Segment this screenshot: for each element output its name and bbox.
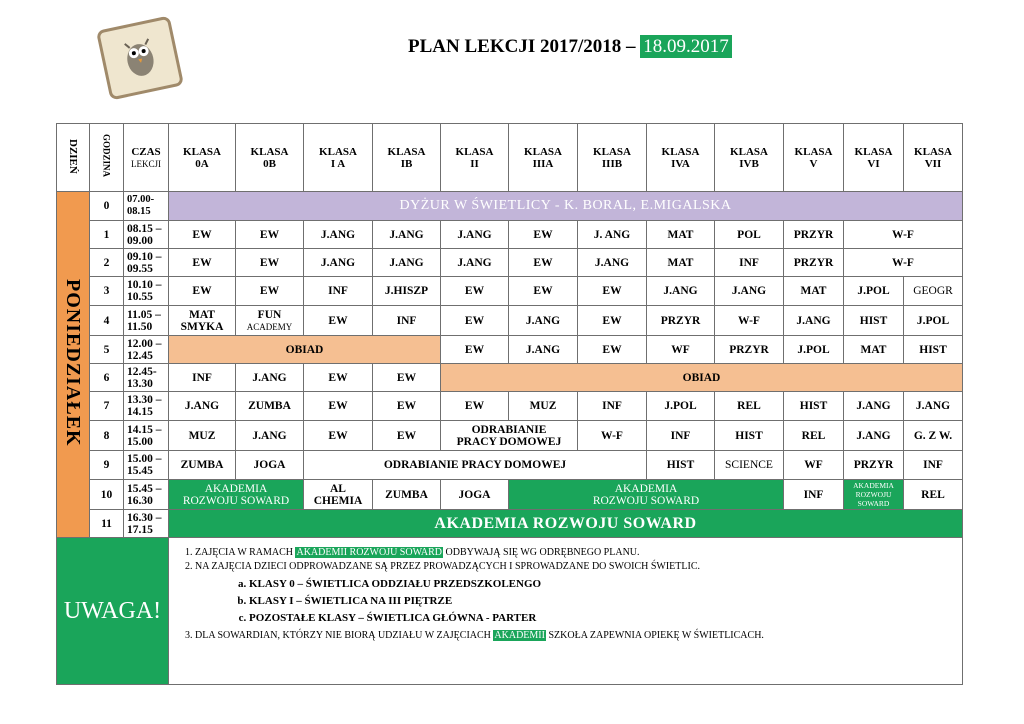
- time-end: 14.15: [127, 406, 153, 418]
- note-sub-c: c. POZOSTAŁE KLASY – ŚWIETLICA GŁÓWNA - PARTER: [249, 610, 962, 627]
- lesson-line: AKADEMIA: [614, 482, 678, 495]
- header-class-ib: [373, 124, 441, 192]
- time-start: 16.30 –: [127, 511, 162, 524]
- lesson-line: AL: [330, 482, 346, 495]
- lesson-cell: [441, 421, 578, 451]
- class-label: KLASA: [794, 145, 833, 158]
- class-name: IIIA: [532, 157, 554, 170]
- header-czas-label: CZAS: [131, 145, 161, 158]
- header-class-ivb: [715, 124, 784, 192]
- lesson-line: SOWARD: [857, 499, 890, 508]
- lesson-cell: EW: [304, 421, 373, 451]
- class-name: V: [809, 157, 818, 170]
- lesson-cell: MAT: [647, 221, 715, 249]
- akademia-banner: AKADEMIA ROZWOJU SOWARD: [169, 510, 963, 538]
- lesson-time: [124, 451, 169, 480]
- lesson-cell: J.ANG: [784, 306, 844, 336]
- time-end: 08.15: [127, 206, 151, 217]
- lesson-cell: INF: [304, 277, 373, 306]
- lesson-line: CHEMIA: [313, 494, 363, 507]
- lesson-cell: REL: [784, 421, 844, 451]
- timetable: [56, 123, 963, 685]
- class-label: KLASA: [319, 145, 357, 158]
- time-end: 17.15: [127, 523, 153, 536]
- lesson-cell: INF: [169, 364, 236, 392]
- lesson-cell: J.ANG: [169, 392, 236, 421]
- header-class-ii: [441, 124, 509, 192]
- class-label: KLASA: [524, 145, 562, 158]
- notes-list: [177, 546, 962, 643]
- lesson-cell: HIST: [904, 336, 963, 364]
- lesson-cell: PRZYR: [844, 451, 904, 480]
- note-text: NA ZAJĘCIA DZIECI ODPROWADZANE SĄ PRZEZ PROWADZĄCYCH I SPROWADZANE DO SWOICH ŚWIETLIC.: [195, 561, 700, 572]
- title-text: PLAN LEKCJI 2017/2018 –: [408, 36, 636, 57]
- lesson-number: 10: [90, 480, 124, 510]
- lesson-line: ROZWOJU: [855, 490, 892, 499]
- header-class-iiia: [509, 124, 578, 192]
- lesson-line: FUN: [257, 308, 282, 321]
- lesson-cell: MUZ: [509, 392, 578, 421]
- header-row: [57, 124, 963, 192]
- note-highlight: AKADEMII ROZWOJU SOWARD: [296, 547, 443, 558]
- lesson-time: [124, 192, 169, 221]
- lesson-cell: J.ANG: [509, 306, 578, 336]
- lesson-cell: J.ANG: [647, 277, 715, 306]
- lesson-cell: HIST: [844, 306, 904, 336]
- class-label: KLASA: [250, 145, 289, 158]
- lesson-cell: ZUMBA: [169, 451, 236, 480]
- day-cell: [57, 192, 90, 538]
- lesson-cell: J.ANG: [509, 336, 578, 364]
- header-czas: [124, 124, 169, 192]
- lesson-cell: W-F: [844, 249, 963, 277]
- notes-cell: [169, 538, 963, 685]
- header-class-iva: [647, 124, 715, 192]
- class-name: I A: [330, 157, 346, 170]
- lesson-cell: PRZYR: [784, 221, 844, 249]
- lesson-cell: EW: [236, 249, 304, 277]
- class-name: IVB: [739, 157, 759, 170]
- lesson-cell: J.POL: [904, 306, 963, 336]
- lesson-cell: J.ANG: [441, 249, 509, 277]
- lesson-cell: EW: [169, 277, 236, 306]
- note-1: [195, 546, 962, 560]
- lesson-time: [124, 277, 169, 306]
- class-name: 0B: [263, 157, 276, 170]
- lesson-cell: W-F: [578, 421, 647, 451]
- class-name: 0A: [195, 157, 209, 170]
- time-end: 15.45: [127, 465, 153, 477]
- lesson-row-10: [57, 480, 963, 510]
- lesson-cell: J.POL: [784, 336, 844, 364]
- lesson-cell: J.ANG: [904, 392, 963, 421]
- lesson-line: MAT: [189, 308, 215, 321]
- lesson-cell: POL: [715, 221, 784, 249]
- lesson-cell: J.HISZP: [373, 277, 441, 306]
- class-name: VII: [924, 157, 942, 170]
- notes-row: [57, 538, 963, 685]
- class-label: KLASA: [387, 145, 426, 158]
- lesson-cell: EW: [578, 336, 647, 364]
- lesson-number: 9: [90, 451, 124, 480]
- day-label: PONIEDZIAŁEK: [62, 279, 84, 447]
- lesson-cell: JOGA: [236, 451, 304, 480]
- lesson-line: PRACY DOMOWEJ: [456, 435, 562, 448]
- lesson-time: [124, 421, 169, 451]
- class-label: KLASA: [593, 145, 631, 158]
- lesson-row-0: [57, 192, 963, 221]
- lesson-cell: J.ANG: [373, 249, 441, 277]
- lesson-cell: HIST: [784, 392, 844, 421]
- lesson-cell: JOGA: [441, 480, 509, 510]
- time-end: 15.00: [127, 435, 153, 448]
- lesson-cell: EW: [304, 392, 373, 421]
- lesson-cell: MAT: [844, 336, 904, 364]
- class-name: VI: [867, 157, 880, 170]
- lesson-cell: [236, 306, 304, 336]
- lesson-number: 0: [90, 192, 124, 221]
- header-class-0b: [236, 124, 304, 192]
- header-dzien-label: DZIEŃ: [67, 138, 79, 174]
- lesson-cell: EW: [373, 392, 441, 421]
- lesson-cell: EW: [236, 277, 304, 306]
- page-title: [408, 36, 732, 58]
- header-godzina-label: GODZINA: [101, 134, 112, 178]
- lesson-cell: J.ANG: [236, 421, 304, 451]
- lesson-cell: EW: [509, 249, 578, 277]
- lesson-number: 7: [90, 392, 124, 421]
- class-label: KLASA: [914, 145, 952, 158]
- lesson-cell: J. ANG: [578, 221, 647, 249]
- lesson-cell: J.ANG: [304, 221, 373, 249]
- lesson-row-11: [57, 510, 963, 538]
- lesson-cell: REL: [715, 392, 784, 421]
- lesson-number: 11: [90, 510, 124, 538]
- lesson-cell: J.ANG: [373, 221, 441, 249]
- lesson-row-4: [57, 306, 963, 336]
- lesson-cell: HIST: [647, 451, 715, 480]
- duty-banner: DYŻUR W ŚWIETLICY - K. BORAL, E.MIGALSKA: [169, 192, 963, 221]
- akademia-cell: [509, 480, 784, 510]
- lesson-row-8: [57, 421, 963, 451]
- lesson-cell: SCIENCE: [715, 451, 784, 480]
- lesson-cell: J.ANG: [715, 277, 784, 306]
- lesson-cell: EW: [441, 306, 509, 336]
- lesson-cell: INF: [784, 480, 844, 510]
- class-label: KLASA: [455, 145, 494, 158]
- lesson-cell: EW: [441, 392, 509, 421]
- lesson-cell: W-F: [715, 306, 784, 336]
- lesson-line: AKADEMIA: [853, 481, 894, 490]
- lesson-row-6: [57, 364, 963, 392]
- lesson-row-3: [57, 277, 963, 306]
- lesson-cell: G. Z W.: [904, 421, 963, 451]
- lesson-cell: WF: [784, 451, 844, 480]
- akademia-cell: [844, 480, 904, 510]
- lesson-cell: J.ANG: [844, 392, 904, 421]
- lesson-row-5: [57, 336, 963, 364]
- note-sub-b: b. KLASY I – ŚWIETLICA NA III PIĘTRZE: [249, 593, 962, 610]
- lunch-break: OBIAD: [169, 336, 441, 364]
- lesson-cell: EW: [373, 364, 441, 392]
- lesson-number: 6: [90, 364, 124, 392]
- lesson-cell: ODRABIANIE PRACY DOMOWEJ: [304, 451, 647, 480]
- akademia-cell: [169, 480, 304, 510]
- lesson-cell: ZUMBA: [236, 392, 304, 421]
- class-label: KLASA: [730, 145, 768, 158]
- class-label: KLASA: [854, 145, 893, 158]
- lesson-cell: [169, 306, 236, 336]
- lesson-row-9: [57, 451, 963, 480]
- header-godzina: [90, 124, 124, 192]
- lunch-break: OBIAD: [441, 364, 963, 392]
- lesson-cell: J.POL: [647, 392, 715, 421]
- lesson-cell: J.ANG: [844, 421, 904, 451]
- time-start: 07.00-: [127, 194, 155, 205]
- lesson-cell: EW: [304, 364, 373, 392]
- time-end: 11.50: [127, 320, 153, 333]
- note-text: DLA SOWARDIAN, KTÓRZY NIE BIORĄ UDZIAŁU W ZAJĘCIACH: [195, 630, 494, 641]
- time-start: 15.00 –: [127, 453, 162, 465]
- time-end: 10.55: [127, 291, 153, 303]
- lesson-cell: J.ANG: [441, 221, 509, 249]
- lesson-number: 2: [90, 249, 124, 277]
- lesson-time: [124, 480, 169, 510]
- lesson-cell: WF: [647, 336, 715, 364]
- class-label: KLASA: [183, 145, 221, 158]
- lesson-cell: J.POL: [844, 277, 904, 306]
- lesson-cell: EW: [578, 277, 647, 306]
- lesson-line: ACADEMY: [246, 321, 293, 332]
- lesson-row-7: [57, 392, 963, 421]
- lesson-time: [124, 364, 169, 392]
- lesson-cell: EW: [304, 306, 373, 336]
- time-end: 13.30: [127, 377, 153, 390]
- lesson-cell: ZUMBA: [373, 480, 441, 510]
- uwaga-label: UWAGA!: [57, 538, 169, 685]
- lesson-cell: REL: [904, 480, 963, 510]
- lesson-cell: EW: [169, 221, 236, 249]
- lesson-time: [124, 392, 169, 421]
- lesson-cell: EW: [578, 306, 647, 336]
- lesson-time: [124, 221, 169, 249]
- notes-sublist: [195, 576, 962, 627]
- note-3: [195, 629, 962, 643]
- header-class-ia: [304, 124, 373, 192]
- lesson-cell: J.ANG: [236, 364, 304, 392]
- lesson-row-1: [57, 221, 963, 249]
- note-text: SZKOŁA ZAPEWNIA OPIEKĘ W ŚWIETLICACH.: [545, 630, 764, 641]
- lesson-time: [124, 306, 169, 336]
- lesson-cell: MUZ: [169, 421, 236, 451]
- time-end: 16.30: [127, 494, 153, 507]
- lesson-cell: INF: [647, 421, 715, 451]
- lesson-line: ROZWOJU SOWARD: [592, 494, 700, 507]
- lesson-cell: PRZYR: [647, 306, 715, 336]
- lesson-cell: EW: [236, 221, 304, 249]
- time-start: 14.15 –: [127, 423, 162, 436]
- lesson-cell: EW: [441, 336, 509, 364]
- title-date: 18.09.2017: [640, 35, 732, 58]
- lesson-cell: J.ANG: [304, 249, 373, 277]
- lesson-time: [124, 336, 169, 364]
- lesson-cell: INF: [373, 306, 441, 336]
- header-class-vi: [844, 124, 904, 192]
- header-class-vii: [904, 124, 963, 192]
- class-name: IB: [400, 157, 413, 170]
- lesson-cell: PRZYR: [784, 249, 844, 277]
- lesson-number: 5: [90, 336, 124, 364]
- time-start: 09.10 –: [127, 250, 162, 263]
- time-end: 09.00: [127, 234, 153, 247]
- lesson-line: ROZWOJU SOWARD: [182, 494, 290, 507]
- time-end: 12.45: [127, 349, 153, 362]
- lesson-cell: W-F: [844, 221, 963, 249]
- class-name: II: [470, 157, 479, 170]
- lesson-cell: HIST: [715, 421, 784, 451]
- time-start: 12.00 –: [127, 337, 162, 350]
- lesson-cell: EW: [441, 277, 509, 306]
- lesson-time: [124, 249, 169, 277]
- lesson-cell: PRZYR: [715, 336, 784, 364]
- lesson-line: SMYKA: [180, 320, 224, 333]
- lesson-cell: INF: [578, 392, 647, 421]
- lesson-cell: MAT: [784, 277, 844, 306]
- lesson-number: 4: [90, 306, 124, 336]
- time-start: 11.05 –: [127, 308, 161, 321]
- lesson-cell: [304, 480, 373, 510]
- time-end: 09.55: [127, 262, 153, 275]
- akademia-soward-logo: [94, 14, 186, 102]
- header-lekcji-label: LEKCJI: [131, 158, 161, 169]
- lesson-cell: INF: [904, 451, 963, 480]
- header-class-v: [784, 124, 844, 192]
- class-name: IIIB: [601, 157, 623, 170]
- note-2: [195, 560, 962, 627]
- note-text: ODBYWAJĄ SIĘ WG ODRĘBNEGO PLANU.: [443, 547, 640, 558]
- class-label: KLASA: [661, 145, 700, 158]
- note-highlight: AKADEMII: [494, 630, 545, 641]
- header-dzien: [57, 124, 90, 192]
- class-name: IVA: [671, 157, 690, 170]
- lesson-cell: INF: [715, 249, 784, 277]
- lesson-line: ODRABIANIE: [471, 423, 547, 436]
- note-text: ZAJĘCIA W RAMACH: [195, 547, 296, 558]
- lesson-number: 3: [90, 277, 124, 306]
- lesson-number: 1: [90, 221, 124, 249]
- lesson-cell: MAT: [647, 249, 715, 277]
- lesson-row-2: [57, 249, 963, 277]
- lesson-cell: EW: [509, 221, 578, 249]
- header-class-iiib: [578, 124, 647, 192]
- time-start: 15.45 –: [127, 482, 162, 495]
- lesson-cell: J.ANG: [578, 249, 647, 277]
- time-start: 10.10 –: [127, 279, 162, 291]
- lesson-cell: EW: [169, 249, 236, 277]
- time-start: 13.30 –: [127, 394, 162, 406]
- lesson-cell: EW: [373, 421, 441, 451]
- time-start: 12.45-: [127, 365, 157, 378]
- header-class-0a: [169, 124, 236, 192]
- lesson-line: AKADEMIA: [204, 482, 268, 495]
- lesson-cell: GEOGR: [904, 277, 963, 306]
- note-sub-a: a. KLASY 0 – ŚWIETLICA ODDZIAŁU PRZEDSZKOLENGO: [249, 576, 962, 593]
- time-start: 08.15 –: [127, 222, 162, 235]
- lesson-cell: EW: [509, 277, 578, 306]
- lesson-time: [124, 510, 169, 538]
- lesson-number: 8: [90, 421, 124, 451]
